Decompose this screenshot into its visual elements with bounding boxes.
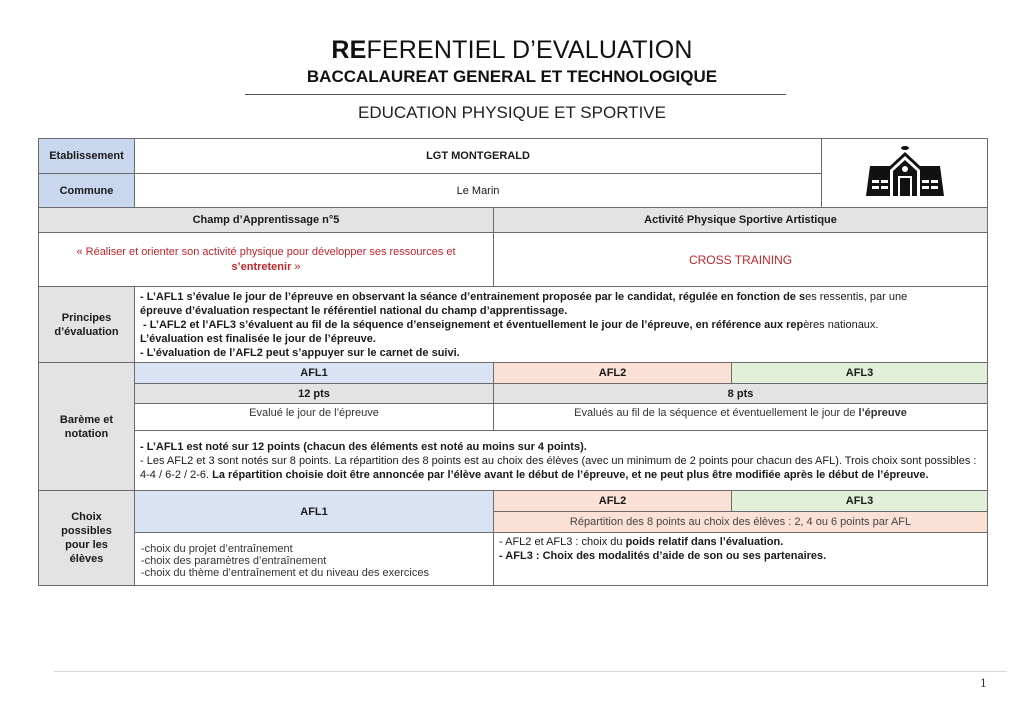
principes-line-bold: - L’AFL2 et l’AFL3 s’évaluent au fil de la séquence d’enseignement et éventuellement le jour de l’épreuve, en référence aux rep — [140, 318, 804, 331]
choix-label-line: Choix — [71, 511, 102, 523]
bareme-details-line — [140, 454, 982, 482]
principes-label-line: d’évaluation — [54, 325, 119, 338]
apsa-header: Activité Physique Sportive Artistique — [494, 208, 988, 233]
commune-label: Commune — [39, 174, 135, 208]
principes-text — [135, 287, 988, 363]
principes-label — [39, 287, 135, 363]
title-bold-prefix: RE — [331, 36, 367, 64]
commune-value: Le Marin — [135, 174, 822, 208]
choix-afl1-item: -choix du thème d’entraînement et du niveau des exercices — [141, 567, 429, 579]
bareme-details-line: - L’AFL1 est noté sur 12 points (chacun des éléments est noté au moins sur 4 points). — [140, 440, 587, 453]
bareme-label — [39, 363, 135, 491]
principes-line — [140, 304, 982, 318]
bareme-details-normal: - Les AFL2 et 3 sont notés sur 8 points. La répartition des 8 points est au choix des élèves (avec un minimum de 2 points pour chacun des AFL). Trois choix sont possibles : 4-4 / 6-2 / 2-6. — [140, 454, 977, 481]
school-building-icon — [860, 144, 950, 200]
choix-label-line: pour les — [65, 539, 108, 551]
etablissement-label: Etablissement — [39, 139, 135, 174]
page-number: 1 — [980, 677, 987, 690]
choix-afl23-line: - AFL3 : Choix des modalités d’aide de son ou ses partenaires. — [499, 550, 827, 562]
champ-content-row — [39, 233, 988, 287]
champ-objective — [39, 233, 494, 287]
choix-afl3-header: AFL3 — [732, 491, 988, 512]
header-divider — [245, 94, 786, 95]
title-rest: FERENTIEL D’EVALUATION — [366, 36, 693, 64]
bareme-details-row — [39, 431, 988, 491]
choix-repartition: Répartition des 8 points au choix des élèves : 2, 4 ou 6 points par AFL — [494, 512, 988, 533]
bareme-afl2-header: AFL2 — [494, 363, 732, 384]
choix-afl1-item: -choix du projet d’entraînement — [141, 543, 293, 555]
bareme-points-row — [39, 384, 988, 404]
afl1-note: Evalué le jour de l’épreuve — [135, 404, 494, 431]
choix-label — [39, 491, 135, 586]
principes-line — [140, 290, 982, 304]
etablissement-value: LGT MONTGERALD — [135, 139, 822, 174]
principes-line-normal: es ressentis, par une — [805, 290, 908, 303]
afl23-note-bold: l’épreuve — [858, 407, 907, 419]
bareme-label-line: notation — [64, 427, 109, 440]
activity-name: CROSS TRAINING — [494, 233, 988, 287]
document-title — [0, 36, 1024, 65]
choix-afl1-header: AFL1 — [135, 491, 494, 533]
bareme-afl-header-row — [39, 363, 988, 384]
principes-line-normal: ères nationaux. — [803, 318, 879, 331]
afl23-points: 8 pts — [494, 384, 988, 404]
choix-label-line: possibles — [61, 525, 112, 537]
choix-afl23-details — [494, 533, 988, 586]
document-subtitle: BACCALAUREAT GENERAL ET TECHNOLOGIQUE — [306, 67, 718, 86]
bareme-afl3-header: AFL3 — [732, 363, 988, 384]
choix-afl1-details — [135, 533, 494, 586]
choix-label-line: élèves — [69, 553, 104, 565]
choix-afl2-header: AFL2 — [494, 491, 732, 512]
choix-afl23-normal: - AFL2 et AFL3 : choix du — [499, 536, 626, 548]
evaluation-table — [38, 138, 988, 586]
objective-bold: s’entretenir — [231, 260, 292, 273]
principes-line-bold: L’évaluation est finalisée le jour de l’épreuve. — [140, 332, 376, 345]
principes-line-bold: - L’AFL1 s’évalue le jour de l’épreuve en observant la séance d’entrainement proposée par le candidat, régulée en fonction de s — [140, 290, 806, 303]
footer-divider — [54, 671, 1007, 672]
bareme-details-bold: La répartition choisie doit être annoncée par l’élève avant le début de l’épreuve, et ne peut plus être modifiée après le début de l’épreuve. — [212, 468, 929, 481]
principes-line — [140, 332, 982, 346]
bareme-details — [135, 431, 988, 491]
bareme-afl1-header: AFL1 — [135, 363, 494, 384]
school-icon-cell — [822, 139, 988, 208]
bareme-label-line: Barème et — [59, 413, 114, 426]
choix-afl1-item: -choix des paramètres d’entraînement — [141, 555, 327, 567]
objective-text: « Réaliser et orienter son activité physique pour développer ses ressources et — [76, 245, 456, 258]
afl1-points: 12 pts — [135, 384, 494, 404]
champ-header-row — [39, 208, 988, 233]
afl23-note-text: Evalués au fil de la séquence et éventuellement le jour de — [574, 407, 859, 419]
bareme-note-row — [39, 404, 988, 431]
objective-close: » — [291, 260, 301, 273]
choix-afl23-line — [499, 535, 982, 549]
discipline-title: EDUCATION PHYSIQUE ET SPORTIVE — [358, 103, 666, 122]
etablissement-row — [39, 139, 988, 174]
principes-line-bold: - L’évaluation de l’AFL2 peut s’appuyer sur le carnet de suivi. — [140, 346, 460, 359]
principes-label-line: Principes — [61, 311, 112, 324]
choix-afl23-bold: poids relatif dans l’évaluation. — [625, 536, 784, 548]
afl23-note — [494, 404, 988, 431]
champ-header: Champ d’Apprentissage n°5 — [39, 208, 494, 233]
principes-line — [140, 346, 982, 360]
choix-details-row — [39, 533, 988, 586]
principes-line — [140, 318, 982, 332]
principes-row — [39, 287, 988, 363]
choix-afl-header-row — [39, 491, 988, 512]
principes-line-bold: épreuve d’évaluation respectant le référentiel national du champ d’apprentissage. — [140, 304, 568, 317]
